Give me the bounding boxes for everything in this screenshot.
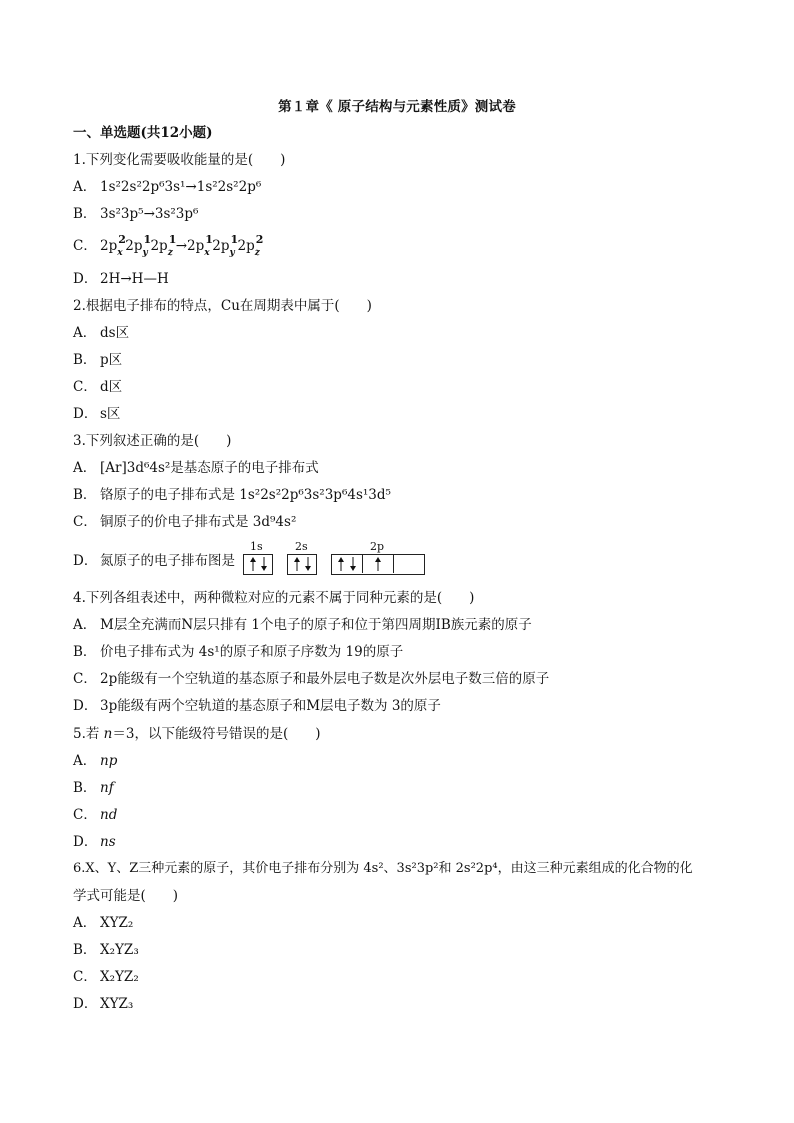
question-5-stem: [73, 725, 321, 743]
option-letter: C．: [73, 379, 97, 395]
option-letter: A．: [73, 753, 97, 769]
option-text: p区: [100, 352, 123, 368]
spin-up-arrow-icon: [375, 557, 381, 571]
option-text: XYZ₂: [100, 915, 134, 931]
question-4-option-b: [73, 643, 403, 661]
option-letter: C．: [73, 969, 97, 985]
spin-up-arrow-icon: [250, 557, 256, 571]
question-6-option-b: [73, 941, 139, 959]
option-letter: D．: [73, 834, 98, 850]
question-4-option-a: [73, 616, 532, 634]
question-1-option-d: [73, 270, 169, 288]
option-letter: A．: [73, 915, 97, 931]
option-letter: C．: [73, 807, 97, 823]
option-text: 价电子排布式为 4s¹的原子和原子序数为 19的原子: [100, 644, 404, 660]
spin-down-arrow-icon: [350, 557, 356, 571]
option-text: 3s²3p⁵→3s²3p⁶: [100, 206, 199, 222]
option-letter: D．: [73, 406, 98, 422]
question-5-option-b: [73, 779, 114, 797]
nitrogen-orbital-diagram: [243, 540, 433, 580]
option-text: s区: [100, 406, 121, 422]
option-text: 铜原子的价电子排布式是 3d⁹4s²: [100, 514, 297, 530]
stem-suffix: ＝3，以下能级符号错误的是( ): [112, 726, 321, 742]
section-heading: 一、单选题(共12小题): [73, 125, 213, 141]
option-letter: C．: [73, 671, 97, 687]
option-text: 2p能级有一个空轨道的基态原子和最外层电子数是次外层电子数三倍的原子: [100, 671, 550, 687]
option-text: nf: [100, 780, 114, 796]
option-letter: A．: [73, 617, 97, 633]
option-text: d区: [100, 379, 123, 395]
option-text: [Ar]3d⁶4s²是基态原子的电子排布式: [100, 460, 319, 476]
option-letter: C．: [73, 514, 97, 530]
question-3-option-a: [73, 459, 319, 477]
question-6-stem-line-2: 学式可能是( ): [73, 888, 179, 904]
option-letter: A．: [73, 179, 97, 195]
question-5-option-c: [73, 806, 117, 824]
spin-up-arrow-icon: [294, 557, 300, 571]
option-text: 氮原子的电子排布图是: [100, 553, 235, 569]
question-1-option-a: [73, 178, 261, 196]
option-letter: A．: [73, 325, 97, 341]
option-letter: D．: [73, 271, 98, 287]
option-text: 1s²2s²2p⁶3s¹→1s²2s²2p⁶: [100, 179, 262, 195]
question-3-option-c: [73, 513, 296, 531]
option-letter: B．: [73, 780, 97, 796]
option-text: XYZ₃: [100, 996, 134, 1012]
question-2-option-c: [73, 378, 122, 396]
orbital-formula: 2p 2 x 2p 1 y 2p 1 z →2p 1 x 2p 1 y 2p 2 z: [100, 233, 264, 258]
orbital-box-2p: [331, 554, 425, 575]
option-letter: B．: [73, 487, 97, 503]
question-3-stem: 3.下列叙述正确的是( ): [73, 433, 232, 449]
question-6-stem-line-1: 6.X、Y、Z三种元素的原子，其价电子排布分别为 4s²、3s²3p²和 2s²2p⁴，由这三种元素组成的化合物的化: [73, 861, 693, 876]
orbital-box-1s: [243, 554, 273, 575]
orbital-cell-2p-2: [363, 555, 394, 573]
option-text: 3p能级有两个空轨道的基态原子和M层电子数为 3的原子: [100, 698, 441, 714]
spin-up-arrow-icon: [338, 557, 344, 571]
question-2-option-a: [73, 324, 129, 342]
option-text: 铬原子的电子排布式是 1s²2s²2p⁶3s²3p⁶4s¹3d⁵: [100, 487, 391, 503]
question-2-stem: 2.根据电子排布的特点，Cu在周期表中属于( ): [73, 298, 372, 314]
question-1-option-b: [73, 205, 198, 223]
question-3-option-d: [73, 552, 235, 570]
orbital-label-1s: 1s: [250, 540, 263, 553]
question-4-stem: 4.下列各组表述中，两种微粒对应的元素不属于同种元素的是( ): [73, 590, 475, 606]
question-4-option-d: [73, 697, 441, 715]
stem-variable: n: [103, 726, 113, 742]
page-title: 第１章《 原子结构与元素性质》测试卷: [278, 99, 516, 115]
question-6-option-d: [73, 995, 133, 1013]
option-text: X₂YZ₂: [100, 969, 139, 985]
option-text: nd: [100, 807, 118, 823]
orbital-label-2p: 2p: [370, 540, 385, 553]
question-1-stem: 1.下列变化需要吸收能量的是( ): [73, 152, 286, 168]
option-letter: B．: [73, 206, 97, 222]
orbital-box-2s: [287, 554, 317, 575]
spin-down-arrow-icon: [261, 557, 267, 571]
option-letter: D．: [73, 698, 98, 714]
orbital-cell-2p-1: [332, 555, 363, 573]
option-text: 2H→H—H: [100, 271, 169, 287]
option-letter: D．: [73, 553, 98, 569]
option-text: ns: [100, 834, 116, 850]
question-6-option-c: [73, 968, 139, 986]
orbital-label-2s: 2s: [295, 540, 308, 553]
orbital-cell-2p-3: [394, 555, 424, 573]
question-1-option-c: [73, 234, 263, 258]
option-letter: B．: [73, 644, 97, 660]
question-5-option-a: [73, 752, 117, 770]
question-4-option-c: [73, 670, 549, 688]
question-3-option-b: [73, 486, 391, 504]
question-2-option-b: [73, 351, 122, 369]
option-letter: D．: [73, 996, 98, 1012]
option-letter: A．: [73, 460, 97, 476]
stem-prefix: 5.若: [73, 726, 104, 742]
option-letter: B．: [73, 352, 97, 368]
question-5-option-d: [73, 833, 116, 851]
option-letter: C．: [73, 237, 97, 254]
option-text: ds区: [100, 325, 130, 341]
option-letter: B．: [73, 942, 97, 958]
question-6-option-a: [73, 914, 133, 932]
question-2-option-d: [73, 405, 120, 423]
spin-down-arrow-icon: [305, 557, 311, 571]
option-text: X₂YZ₃: [100, 942, 139, 958]
option-text: np: [100, 753, 118, 769]
option-text: M层全充满而N层只排有 1个电子的原子和位于第四周期ⅠB族元素的原子: [100, 617, 532, 633]
